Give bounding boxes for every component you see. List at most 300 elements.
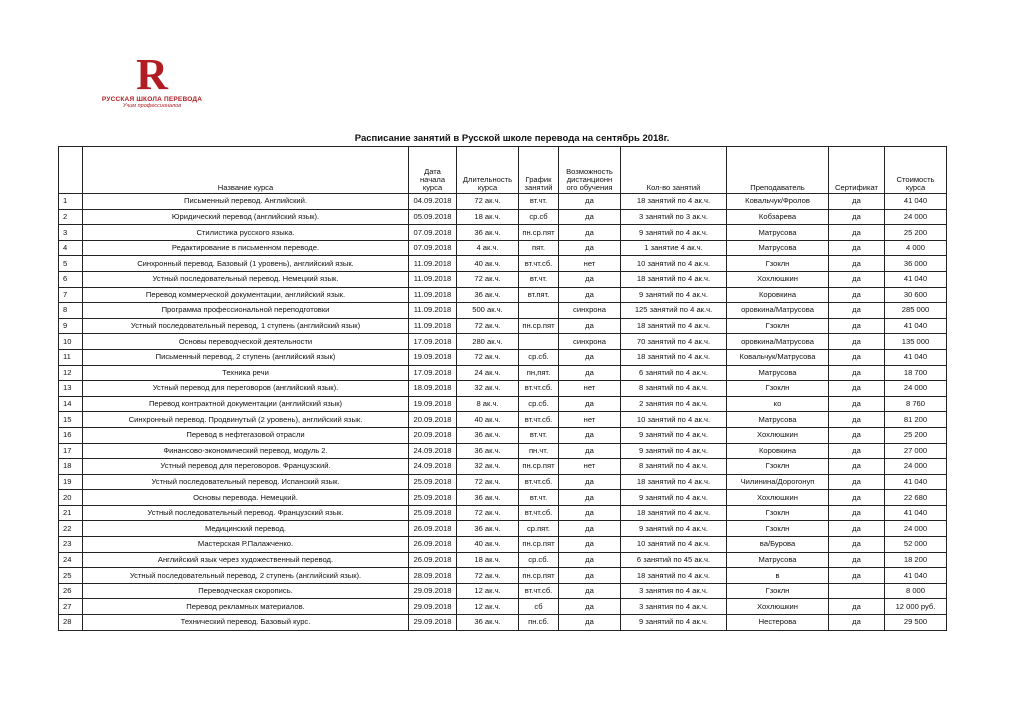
cell-course-name: Письменный перевод. Английский.	[83, 194, 409, 210]
cell-start-date: 04.09.2018	[409, 194, 457, 210]
cell-num: 6	[59, 271, 83, 287]
cell-sessions: 18 занятий по 4 ак.ч.	[621, 271, 727, 287]
cell-duration: 36 ак.ч.	[457, 521, 519, 537]
cell-remote: да	[559, 443, 621, 459]
cell-sessions: 1 занятие 4 ак.ч.	[621, 240, 727, 256]
cell-remote: да	[559, 583, 621, 599]
cell-remote: да	[559, 349, 621, 365]
cell-num: 26	[59, 583, 83, 599]
cell-start-date: 29.09.2018	[409, 615, 457, 631]
cell-num: 15	[59, 412, 83, 428]
cell-num: 25	[59, 568, 83, 584]
cell-schedule: вт.чт.сб.	[519, 583, 559, 599]
cell-num: 10	[59, 334, 83, 350]
cell-remote: да	[559, 318, 621, 334]
cell-course-name: Устный перевод для переговоров (английский язык).	[83, 381, 409, 397]
cell-certificate: да	[829, 412, 885, 428]
cell-price: 41 040	[885, 194, 947, 210]
cell-certificate: да	[829, 396, 885, 412]
col-header-sessions: Кол-во занятий	[621, 147, 727, 194]
cell-duration: 18 ак.ч.	[457, 209, 519, 225]
cell-num: 7	[59, 287, 83, 303]
cell-sessions: 9 занятий по 4 ак.ч.	[621, 490, 727, 506]
cell-start-date: 26.09.2018	[409, 537, 457, 553]
table-row	[59, 225, 947, 241]
cell-remote: да	[559, 615, 621, 631]
cell-certificate: да	[829, 443, 885, 459]
cell-start-date: 29.09.2018	[409, 583, 457, 599]
cell-course-name: Перевод в нефтегазовой отрасли	[83, 427, 409, 443]
cell-duration: 72 ак.ч.	[457, 271, 519, 287]
cell-duration: 32 ак.ч.	[457, 381, 519, 397]
cell-teacher: Хохлюшкин	[727, 271, 829, 287]
cell-duration: 72 ак.ч.	[457, 505, 519, 521]
cell-schedule: пят.	[519, 240, 559, 256]
table-row	[59, 599, 947, 615]
cell-start-date: 20.09.2018	[409, 427, 457, 443]
cell-teacher: Хохлюшкин	[727, 599, 829, 615]
cell-num: 12	[59, 365, 83, 381]
cell-teacher: Гзоклн	[727, 318, 829, 334]
cell-sessions: 18 занятий по 4 ак.ч.	[621, 349, 727, 365]
cell-teacher: Гзоклн	[727, 256, 829, 272]
table-row	[59, 287, 947, 303]
cell-sessions: 6 занятий по 4 ак.ч.	[621, 365, 727, 381]
cell-num: 18	[59, 459, 83, 475]
cell-sessions: 18 занятий по 4 ак.ч.	[621, 318, 727, 334]
cell-price: 18 200	[885, 552, 947, 568]
col-header-duration: Длительность курса	[457, 147, 519, 194]
cell-teacher: Кобзарева	[727, 209, 829, 225]
cell-sessions: 3 занятия по 4 ак.ч.	[621, 599, 727, 615]
cell-teacher: в	[727, 568, 829, 584]
cell-sessions: 8 занятий по 4 ак.ч.	[621, 381, 727, 397]
cell-sessions: 10 занятий по 4 ак.ч.	[621, 256, 727, 272]
cell-schedule: вт.чт.сб.	[519, 412, 559, 428]
cell-sessions: 10 занятий по 4 ак.ч.	[621, 412, 727, 428]
cell-teacher: Хохлюшкин	[727, 490, 829, 506]
cell-course-name: Редактирование в письменном переводе.	[83, 240, 409, 256]
cell-start-date: 05.09.2018	[409, 209, 457, 225]
cell-duration: 36 ак.ч.	[457, 225, 519, 241]
cell-price: 12 000 руб.	[885, 599, 947, 615]
cell-certificate: да	[829, 521, 885, 537]
cell-remote: да	[559, 194, 621, 210]
cell-start-date: 11.09.2018	[409, 318, 457, 334]
cell-sessions: 18 занятий по 4 ак.ч.	[621, 505, 727, 521]
cell-teacher: Хохлюшкин	[727, 427, 829, 443]
cell-schedule: пн.сб.	[519, 615, 559, 631]
cell-sessions: 9 занятий по 4 ак.ч.	[621, 615, 727, 631]
cell-remote: да	[559, 365, 621, 381]
cell-course-name: Технический перевод. Базовый курс.	[83, 615, 409, 631]
cell-sessions: 18 занятий по 4 ак.ч.	[621, 474, 727, 490]
cell-certificate: да	[829, 427, 885, 443]
cell-schedule: вт.чт.сб.	[519, 381, 559, 397]
cell-sessions: 9 занятий по 4 ак.ч.	[621, 521, 727, 537]
cell-num: 4	[59, 240, 83, 256]
cell-schedule: сб	[519, 599, 559, 615]
cell-certificate: да	[829, 349, 885, 365]
cell-schedule: вт.пят.	[519, 287, 559, 303]
cell-remote: да	[559, 537, 621, 553]
cell-certificate: да	[829, 599, 885, 615]
cell-remote: да	[559, 474, 621, 490]
cell-course-name: Переводческая скоропись.	[83, 583, 409, 599]
cell-num: 1	[59, 194, 83, 210]
cell-duration: 40 ак.ч.	[457, 256, 519, 272]
cell-price: 52 000	[885, 537, 947, 553]
col-header-certificate: Сертификат	[829, 147, 885, 194]
cell-price: 8 000	[885, 583, 947, 599]
cell-teacher: Матрусова	[727, 365, 829, 381]
cell-remote: да	[559, 505, 621, 521]
cell-start-date: 19.09.2018	[409, 396, 457, 412]
school-logo	[92, 50, 212, 109]
cell-price: 41 040	[885, 349, 947, 365]
schedule-table	[58, 146, 947, 631]
cell-duration: 12 ак.ч.	[457, 583, 519, 599]
cell-duration: 8 ак.ч.	[457, 396, 519, 412]
page-title: Расписание занятий в Русской школе перевода на сентябрь 2018г.	[354, 133, 670, 144]
cell-schedule: ср.пят.	[519, 521, 559, 537]
cell-num: 21	[59, 505, 83, 521]
cell-start-date: 25.09.2018	[409, 474, 457, 490]
col-header-name: Название курса	[83, 147, 409, 194]
cell-remote: да	[559, 599, 621, 615]
cell-start-date: 26.09.2018	[409, 521, 457, 537]
cell-schedule: ср.сб.	[519, 349, 559, 365]
cell-schedule: вт.чт.	[519, 271, 559, 287]
cell-start-date: 28.09.2018	[409, 568, 457, 584]
table-row	[59, 209, 947, 225]
cell-duration: 72 ак.ч.	[457, 318, 519, 334]
cell-schedule: пн,пят.	[519, 365, 559, 381]
cell-course-name: Синхронный перевод. Базовый (1 уровень), английский язык.	[83, 256, 409, 272]
cell-num: 19	[59, 474, 83, 490]
cell-price: 4 000	[885, 240, 947, 256]
cell-schedule: ср.сб.	[519, 396, 559, 412]
cell-duration: 24 ак.ч.	[457, 365, 519, 381]
cell-start-date: 11.09.2018	[409, 256, 457, 272]
cell-remote: да	[559, 271, 621, 287]
cell-certificate: да	[829, 209, 885, 225]
cell-num: 9	[59, 318, 83, 334]
cell-teacher: Матрусова	[727, 552, 829, 568]
cell-start-date: 19.09.2018	[409, 349, 457, 365]
table-row	[59, 505, 947, 521]
cell-course-name: Мастерская Р.Палажченко.	[83, 537, 409, 553]
cell-duration: 72 ак.ч.	[457, 349, 519, 365]
cell-course-name: Техника речи	[83, 365, 409, 381]
cell-schedule	[519, 303, 559, 319]
cell-remote: да	[559, 396, 621, 412]
cell-sessions: 10 занятий по 4 ак.ч.	[621, 537, 727, 553]
cell-remote: да	[559, 240, 621, 256]
cell-schedule: вт.чт.сб.	[519, 505, 559, 521]
table-row	[59, 474, 947, 490]
cell-course-name: Синхронный перевод. Продвинутый (2 уровень), английский язык.	[83, 412, 409, 428]
cell-certificate: да	[829, 256, 885, 272]
cell-certificate: да	[829, 474, 885, 490]
cell-duration: 36 ак.ч.	[457, 615, 519, 631]
logo-tagline: Учим профессионалов	[122, 103, 182, 109]
cell-duration: 280 ак.ч.	[457, 334, 519, 350]
cell-course-name: Перевод коммерческой документации, английский язык.	[83, 287, 409, 303]
col-header-price: Стоимость курса	[885, 147, 947, 194]
cell-duration: 36 ак.ч.	[457, 287, 519, 303]
cell-course-name: Программа профессиональной переподготовки	[83, 303, 409, 319]
cell-course-name: Финансово-экономический перевод, модуль 2.	[83, 443, 409, 459]
cell-certificate: да	[829, 568, 885, 584]
cell-certificate: да	[829, 552, 885, 568]
cell-schedule: вт.чт.	[519, 490, 559, 506]
cell-teacher: Гзоклн	[727, 583, 829, 599]
cell-schedule: вт.чт.	[519, 194, 559, 210]
cell-price: 36 000	[885, 256, 947, 272]
cell-schedule: пн.ср.пят	[519, 459, 559, 475]
cell-price: 24 000	[885, 209, 947, 225]
cell-price: 41 040	[885, 568, 947, 584]
table-row	[59, 521, 947, 537]
cell-remote: нет	[559, 459, 621, 475]
cell-duration: 500 ак.ч.	[457, 303, 519, 319]
cell-sessions: 18 занятий по 4 ак.ч.	[621, 568, 727, 584]
cell-certificate	[829, 583, 885, 599]
cell-start-date: 17.09.2018	[409, 334, 457, 350]
cell-certificate: да	[829, 365, 885, 381]
col-header-teacher: Преподаватель	[727, 147, 829, 194]
cell-price: 41 040	[885, 505, 947, 521]
cell-duration: 36 ак.ч.	[457, 443, 519, 459]
cell-course-name: Устный перевод для переговоров. Французский.	[83, 459, 409, 475]
cell-schedule: пн.ср.пят	[519, 318, 559, 334]
cell-start-date: 17.09.2018	[409, 365, 457, 381]
cell-sessions: 9 занятий по 4 ак.ч.	[621, 225, 727, 241]
cell-teacher: Коровкина	[727, 443, 829, 459]
cell-duration: 72 ак.ч.	[457, 474, 519, 490]
cell-course-name: Устный последовательный перевод, 1 ступень (английский язык)	[83, 318, 409, 334]
table-row	[59, 194, 947, 210]
cell-duration: 4 ак.ч.	[457, 240, 519, 256]
cell-teacher: оровкина/Матрусова	[727, 334, 829, 350]
cell-remote: нет	[559, 256, 621, 272]
cell-certificate: да	[829, 505, 885, 521]
cell-course-name: Перевод рекламных материалов.	[83, 599, 409, 615]
cell-certificate: да	[829, 225, 885, 241]
cell-remote: да	[559, 490, 621, 506]
cell-sessions: 3 занятия по 4 ак.ч.	[621, 583, 727, 599]
cell-course-name: Медицинский перевод.	[83, 521, 409, 537]
cell-start-date: 18.09.2018	[409, 381, 457, 397]
cell-num: 27	[59, 599, 83, 615]
cell-schedule	[519, 334, 559, 350]
cell-start-date: 26.09.2018	[409, 552, 457, 568]
cell-teacher: Гзоклн	[727, 459, 829, 475]
cell-num: 28	[59, 615, 83, 631]
cell-certificate: да	[829, 490, 885, 506]
table-row	[59, 490, 947, 506]
cell-start-date: 29.09.2018	[409, 599, 457, 615]
cell-duration: 36 ак.ч.	[457, 427, 519, 443]
cell-price: 135 000	[885, 334, 947, 350]
table-row	[59, 552, 947, 568]
cell-course-name: Устный последовательный перевод. Немецкий язык.	[83, 271, 409, 287]
cell-teacher: ко	[727, 396, 829, 412]
cell-course-name: Основы переводческой деятельности	[83, 334, 409, 350]
cell-price: 41 040	[885, 474, 947, 490]
cell-schedule: пн.ср.пят	[519, 537, 559, 553]
table-row	[59, 583, 947, 599]
cell-teacher: Коровкина	[727, 287, 829, 303]
cell-price: 18 700	[885, 365, 947, 381]
cell-course-name: Перевод контрактной документации (английский язык)	[83, 396, 409, 412]
cell-start-date: 07.09.2018	[409, 225, 457, 241]
table-row	[59, 568, 947, 584]
cell-certificate: да	[829, 381, 885, 397]
cell-certificate: да	[829, 318, 885, 334]
cell-price: 285 000	[885, 303, 947, 319]
cell-teacher: Матрусова	[727, 225, 829, 241]
cell-certificate: да	[829, 271, 885, 287]
cell-num: 2	[59, 209, 83, 225]
cell-course-name: Основы перевода. Немецкий.	[83, 490, 409, 506]
cell-num: 23	[59, 537, 83, 553]
cell-sessions: 3 занятий по 3 ак.ч.	[621, 209, 727, 225]
cell-remote: да	[559, 552, 621, 568]
cell-remote: да	[559, 568, 621, 584]
cell-duration: 72 ак.ч.	[457, 194, 519, 210]
cell-start-date: 11.09.2018	[409, 303, 457, 319]
cell-price: 81 200	[885, 412, 947, 428]
cell-schedule: вт.чт.сб.	[519, 474, 559, 490]
table-row	[59, 318, 947, 334]
cell-start-date: 24.09.2018	[409, 443, 457, 459]
cell-course-name: Устный последовательный перевод. Французский язык.	[83, 505, 409, 521]
col-header-start: Дата начала курса	[409, 147, 457, 194]
cell-num: 11	[59, 349, 83, 365]
cell-teacher: Гзоклн	[727, 505, 829, 521]
cell-start-date: 11.09.2018	[409, 287, 457, 303]
cell-start-date: 07.09.2018	[409, 240, 457, 256]
cell-sessions: 8 занятий по 4 ак.ч.	[621, 459, 727, 475]
logo-school-name: РУССКАЯ ШКОЛА ПЕРЕВОДА	[101, 96, 203, 103]
table-row	[59, 412, 947, 428]
cell-price: 41 040	[885, 271, 947, 287]
cell-price: 29 500	[885, 615, 947, 631]
cell-remote: да	[559, 225, 621, 241]
cell-start-date: 20.09.2018	[409, 412, 457, 428]
cell-sessions: 9 занятий по 4 ак.ч.	[621, 443, 727, 459]
cell-course-name: Устный последовательный перевод. Испанский язык.	[83, 474, 409, 490]
cell-start-date: 25.09.2018	[409, 505, 457, 521]
cell-start-date: 11.09.2018	[409, 271, 457, 287]
table-row	[59, 427, 947, 443]
cell-remote: нет	[559, 381, 621, 397]
cell-price: 27 000	[885, 443, 947, 459]
cell-duration: 72 ак.ч.	[457, 568, 519, 584]
cell-course-name: Юридический перевод (английский язык).	[83, 209, 409, 225]
col-header-num	[59, 147, 83, 194]
cell-certificate: да	[829, 334, 885, 350]
logo-letter: R	[136, 50, 168, 99]
cell-price: 41 040	[885, 318, 947, 334]
table-row	[59, 459, 947, 475]
cell-price: 8 760	[885, 396, 947, 412]
cell-certificate: да	[829, 537, 885, 553]
table-row	[59, 537, 947, 553]
cell-certificate: да	[829, 459, 885, 475]
cell-price: 25 200	[885, 427, 947, 443]
cell-teacher: ва/Бурова	[727, 537, 829, 553]
cell-schedule: ср.сб	[519, 209, 559, 225]
cell-sessions: 2 занятия по 4 ак.ч.	[621, 396, 727, 412]
table-row	[59, 256, 947, 272]
cell-num: 8	[59, 303, 83, 319]
cell-certificate: да	[829, 287, 885, 303]
cell-num: 20	[59, 490, 83, 506]
col-header-schedule: График занятий	[519, 147, 559, 194]
cell-sessions: 9 занятий по 4 ак.ч.	[621, 287, 727, 303]
cell-duration: 18 ак.ч.	[457, 552, 519, 568]
cell-duration: 36 ак.ч.	[457, 490, 519, 506]
cell-sessions: 70 занятий по 4 ак.ч.	[621, 334, 727, 350]
cell-sessions: 9 занятий по 4 ак.ч.	[621, 427, 727, 443]
cell-remote: да	[559, 521, 621, 537]
cell-price: 25 200	[885, 225, 947, 241]
col-header-remote: Возможность дистанционн ого обучения	[559, 147, 621, 194]
cell-schedule: пн.ср.пят	[519, 225, 559, 241]
cell-schedule: вт.чт.сб.	[519, 256, 559, 272]
cell-num: 24	[59, 552, 83, 568]
cell-num: 14	[59, 396, 83, 412]
cell-schedule: ср.сб.	[519, 552, 559, 568]
table-row	[59, 271, 947, 287]
cell-teacher: оровкина/Матрусова	[727, 303, 829, 319]
cell-num: 5	[59, 256, 83, 272]
cell-course-name: Стилистика русского языка.	[83, 225, 409, 241]
cell-course-name: Английский язык через художественный перевод.	[83, 552, 409, 568]
cell-num: 16	[59, 427, 83, 443]
cell-certificate: да	[829, 303, 885, 319]
table-row	[59, 349, 947, 365]
cell-price: 24 000	[885, 521, 947, 537]
cell-sessions: 6 занятий по 45 ак.ч.	[621, 552, 727, 568]
cell-teacher: Гзоклн	[727, 381, 829, 397]
cell-sessions: 18 занятий по 4 ак.ч.	[621, 194, 727, 210]
cell-sessions: 125 занятий по 4 ак.ч.	[621, 303, 727, 319]
cell-remote: да	[559, 209, 621, 225]
cell-duration: 40 ак.ч.	[457, 412, 519, 428]
cell-price: 24 000	[885, 459, 947, 475]
cell-teacher: Нестерова	[727, 615, 829, 631]
cell-schedule: пн.чт.	[519, 443, 559, 459]
table-row	[59, 615, 947, 631]
cell-remote: синхрона	[559, 334, 621, 350]
cell-schedule: вт.чт.	[519, 427, 559, 443]
cell-certificate: да	[829, 615, 885, 631]
cell-certificate: да	[829, 240, 885, 256]
cell-remote: нет	[559, 412, 621, 428]
cell-start-date: 25.09.2018	[409, 490, 457, 506]
cell-start-date: 24.09.2018	[409, 459, 457, 475]
cell-course-name: Устный последовательный перевод, 2 ступень (английский язык).	[83, 568, 409, 584]
cell-teacher: Матрусова	[727, 240, 829, 256]
cell-price: 24 000	[885, 381, 947, 397]
cell-certificate: да	[829, 194, 885, 210]
cell-schedule: пн.ср.пят	[519, 568, 559, 584]
cell-teacher: Гзоклн	[727, 521, 829, 537]
